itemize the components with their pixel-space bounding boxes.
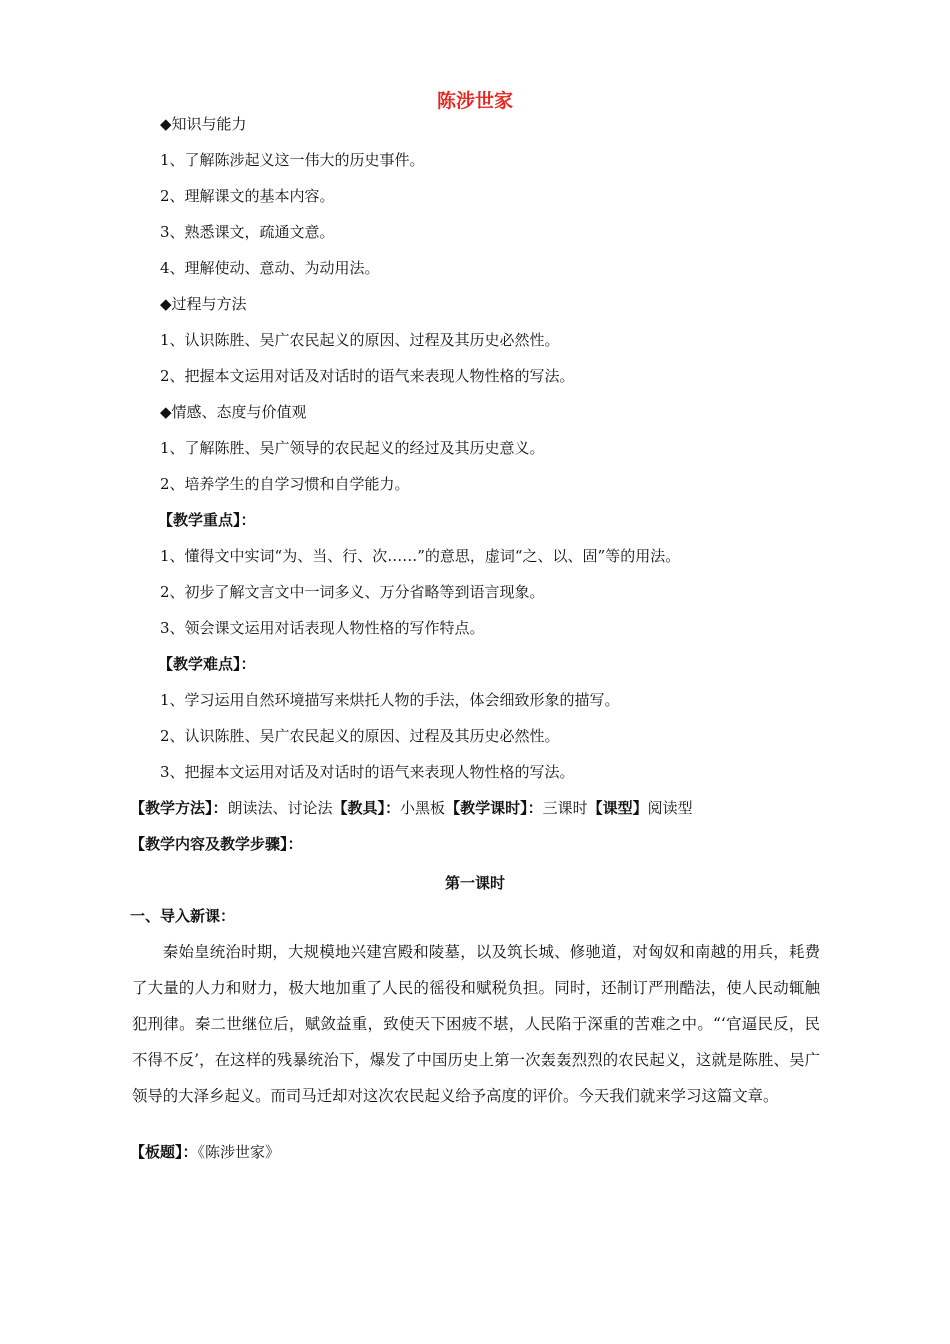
difficulty-item: 2、认识陈胜、吴广农民起义的原因、过程及其历史必然性。 <box>160 727 560 745</box>
process-item: 1、认识陈胜、吴广农民起义的原因、过程及其历史必然性。 <box>160 331 560 349</box>
intro-paragraph: 秦始皇统治时期，大规模地兴建宫殿和陵墓，以及筑长城、修驰道，对匈奴和南越的用兵，耗费了大量的人力和财力，极大地加重了人民的徭役和赋税负担。同时，还制订严刑酷法，使人民动辄触犯刑律。秦二世继位后，赋敛益重，致使天下困疲不堪，人民陷于深重的苦难之中。“‘官逼民反，民不得不反’，在这样的残暴统治下，爆发了中国历史上第一次轰轰烈烈的农民起义，这就是陈胜、吴广领导的大泽乡起义。而司马迁却对这次农民起义给予高度的评价。今天我们就来学习这篇文章。 <box>132 943 820 1105</box>
key-point-item: 2、初步了解文言文中一词多义、万分省略等到语言现象。 <box>160 583 545 601</box>
process-heading: ◆过程与方法 <box>160 295 247 313</box>
hours-value: 三课时 <box>542 799 588 817</box>
key-point-item: 3、领会课文运用对话表现人物性格的写作特点。 <box>160 619 485 637</box>
tools-label: 【教具】： <box>332 799 401 817</box>
intro-heading: 一、导入新课： <box>130 907 236 925</box>
difficulty-item: 1、学习运用自然环境描写来烘托人物的手法，体会细致形象的描写。 <box>160 691 620 709</box>
key-points-heading: 【教学重点】： <box>158 511 256 529</box>
hours-label: 【教学课时】： <box>445 799 543 817</box>
method-label: 【教学方法】： <box>130 799 228 817</box>
methods-line <box>130 798 693 818</box>
emotion-item: 1、了解陈胜、吴广领导的农民起义的经过及其历史意义。 <box>160 439 545 457</box>
knowledge-item: 3、熟悉课文，疏通文意。 <box>160 223 335 241</box>
knowledge-heading: ◆知识与能力 <box>160 115 247 133</box>
type-label: 【课型】 <box>587 799 648 817</box>
emotion-item: 2、培养学生的自学习惯和自学能力。 <box>160 475 410 493</box>
board-value: 《陈涉世家》 <box>197 1143 281 1161</box>
document-title: 陈涉世家 <box>436 90 513 112</box>
board-label: 【板题】： <box>130 1143 198 1161</box>
knowledge-item: 4、理解使动、意动、为动用法。 <box>160 259 380 277</box>
method-value: 朗读法、讨论法 <box>227 799 333 817</box>
knowledge-item: 1、了解陈涉起义这一伟大的历史事件。 <box>160 151 425 169</box>
content-heading: 【教学内容及教学步骤】： <box>130 835 303 853</box>
difficulty-item: 3、把握本文运用对话及对话时的语气来表现人物性格的写法。 <box>160 763 575 781</box>
process-item: 2、把握本文运用对话及对话时的语气来表现人物性格的写法。 <box>160 367 575 385</box>
emotion-heading: ◆情感、态度与价值观 <box>160 403 307 421</box>
board-line <box>130 1142 280 1162</box>
knowledge-item: 2、理解课文的基本内容。 <box>160 187 335 205</box>
key-point-item: 1、懂得文中实词“为、当、行、次……”的意思，虚词“之、以、固”等的用法。 <box>160 547 681 565</box>
type-value: 阅读型 <box>647 799 693 817</box>
lesson-title: 第一课时 <box>444 874 505 892</box>
tools-value: 小黑板 <box>400 799 446 817</box>
difficulties-heading: 【教学难点】： <box>158 655 256 673</box>
